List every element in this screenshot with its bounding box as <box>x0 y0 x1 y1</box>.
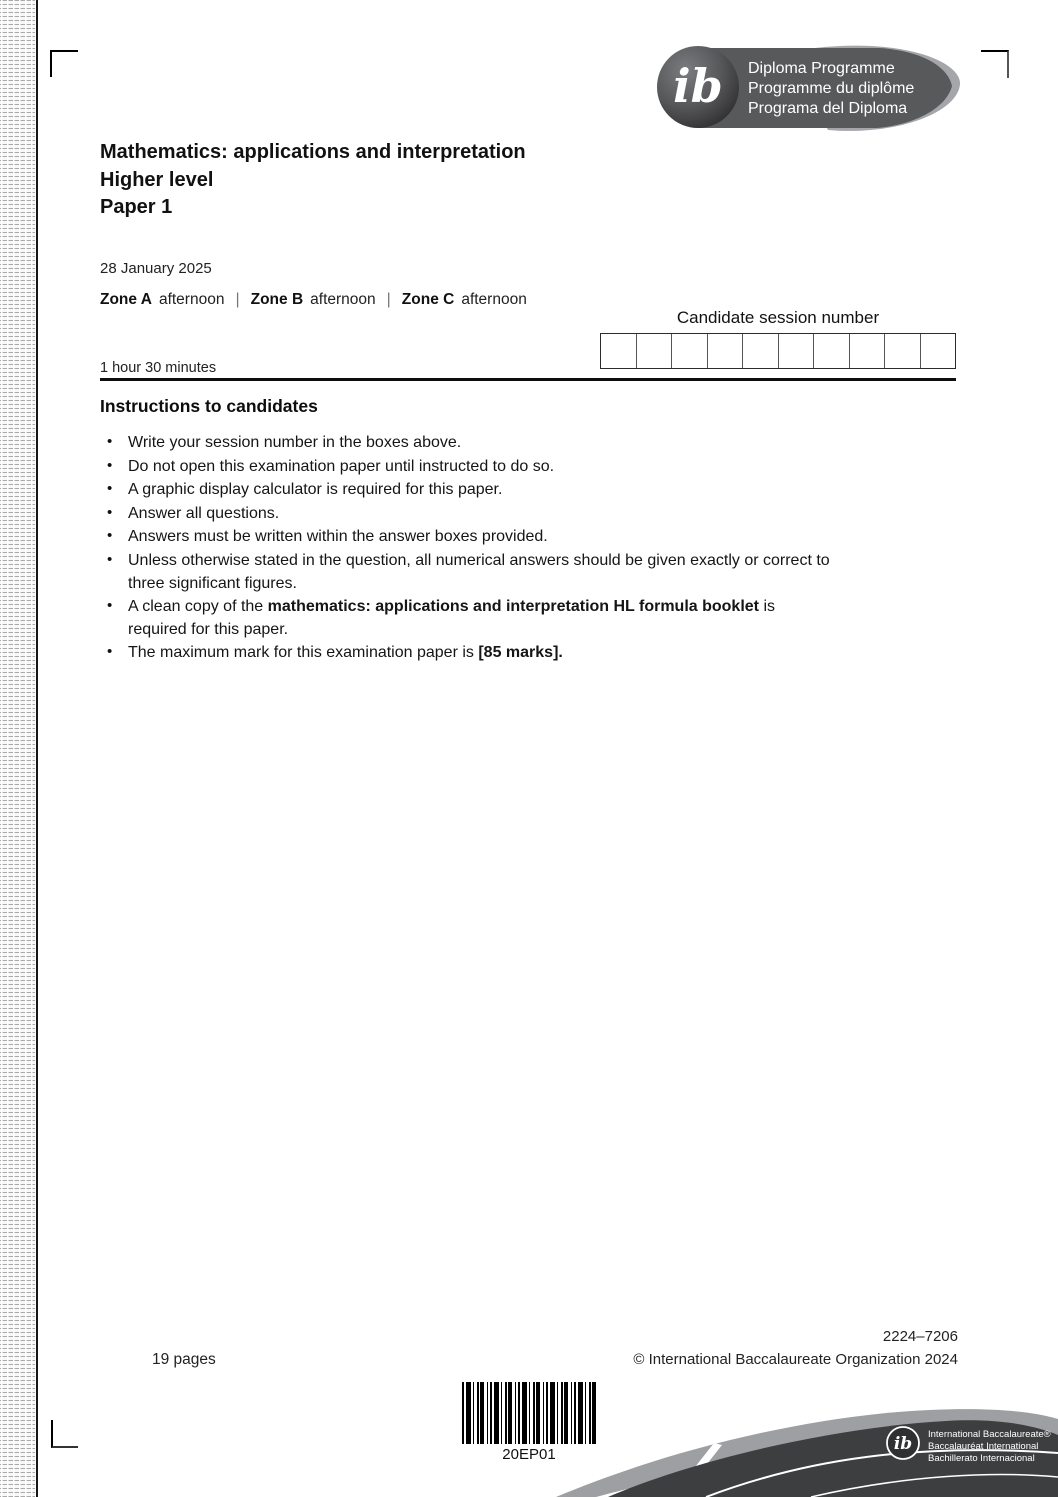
session-digit-box <box>920 334 956 368</box>
instruction-bold: [85 marks]. <box>478 644 563 662</box>
candidate-session-label: Candidate session number <box>676 308 880 327</box>
crop-mark-top-left <box>50 50 78 77</box>
paper-title-subject: Mathematics: applications and interpretation <box>100 141 526 163</box>
session-digit-box <box>671 334 707 368</box>
instruction-item <box>100 479 830 502</box>
zone-separator: | <box>386 291 391 308</box>
instruction-item <box>100 456 830 479</box>
header-rule <box>100 378 956 381</box>
ib-diploma-banner <box>655 42 965 138</box>
ib-monogram: ib <box>673 59 723 113</box>
instruction-text: A clean copy of the <box>128 598 268 616</box>
instruction-text: Answer all questions. <box>128 504 280 522</box>
zone-schedule <box>100 291 527 309</box>
session-digit-box <box>884 334 920 368</box>
footer-logo-line-1: International Baccalaureate® <box>928 1429 1051 1440</box>
instruction-text: The maximum mark for this examination paper is <box>128 644 479 662</box>
barcode-label: 20EP01 <box>502 1446 556 1463</box>
candidate-session-block <box>600 308 956 369</box>
footer-logo-line-3: Bachillerato Internacional <box>928 1453 1035 1464</box>
session-digit-box <box>849 334 885 368</box>
session-digit-box <box>601 334 636 368</box>
ib-footer-monogram: ib <box>893 1434 913 1454</box>
candidate-session-boxes <box>600 333 956 369</box>
footer-logo-line-2: Baccalauréat International <box>928 1441 1039 1452</box>
paper-code: 2224–7206 <box>882 1328 958 1345</box>
exam-duration: 1 hour 30 minutes <box>100 360 217 376</box>
copyright-notice: © International Baccalaureate Organization 2024 <box>633 1351 958 1368</box>
paper-title-paper: Paper 1 <box>100 196 173 218</box>
instruction-item <box>100 642 830 665</box>
instruction-item <box>100 503 830 526</box>
binding-edge-pattern <box>0 0 35 1497</box>
instruction-text: Do not open this examination paper until instructed to do so. <box>128 457 555 475</box>
paper-title <box>100 139 526 222</box>
instructions-heading: Instructions to candidates <box>100 396 318 416</box>
footer-swoosh-graphic <box>556 1387 1058 1497</box>
exam-date: 28 January 2025 <box>100 260 212 277</box>
instruction-item <box>100 596 830 641</box>
zone-b-session: afternoon <box>310 291 376 308</box>
instruction-text: A graphic display calculator is required for this paper. <box>128 481 503 499</box>
zone-a-label: Zone A <box>100 291 152 308</box>
instructions-list <box>100 432 830 666</box>
session-digit-box <box>636 334 672 368</box>
session-digit-box <box>778 334 814 368</box>
crop-mark-top-right <box>981 50 1009 78</box>
session-digit-box <box>813 334 849 368</box>
zone-c-label: Zone C <box>401 291 455 308</box>
instruction-text: Unless otherwise stated in the question, all numerical answers should be given exactly or correct to three significant figures. <box>128 551 830 592</box>
banner-line-3: Programa del Diploma <box>748 100 908 117</box>
instruction-item <box>100 526 830 549</box>
crop-mark-bottom-left <box>51 1420 78 1448</box>
page-count: 19 pages <box>152 1351 216 1368</box>
session-digit-box <box>707 334 743 368</box>
instruction-item <box>100 432 830 455</box>
instruction-text: Write your session number in the boxes above. <box>128 434 462 451</box>
zone-separator: | <box>235 291 240 308</box>
instruction-bold: mathematics: applications and interpretation HL formula booklet <box>267 598 759 616</box>
instruction-text: Answers must be written within the answer boxes provided. <box>128 528 548 546</box>
zone-b-label: Zone B <box>250 291 304 308</box>
banner-line-1: Diploma Programme <box>748 60 895 77</box>
instruction-text: is required for this paper. <box>128 598 775 638</box>
instruction-item <box>100 550 830 595</box>
paper-title-level: Higher level <box>100 168 214 191</box>
zone-a-session: afternoon <box>158 291 225 308</box>
zone-c-session: afternoon <box>461 291 527 308</box>
session-digit-box <box>742 334 778 368</box>
binding-edge-line <box>36 0 38 1497</box>
banner-line-2: Programme du diplôme <box>748 80 915 97</box>
